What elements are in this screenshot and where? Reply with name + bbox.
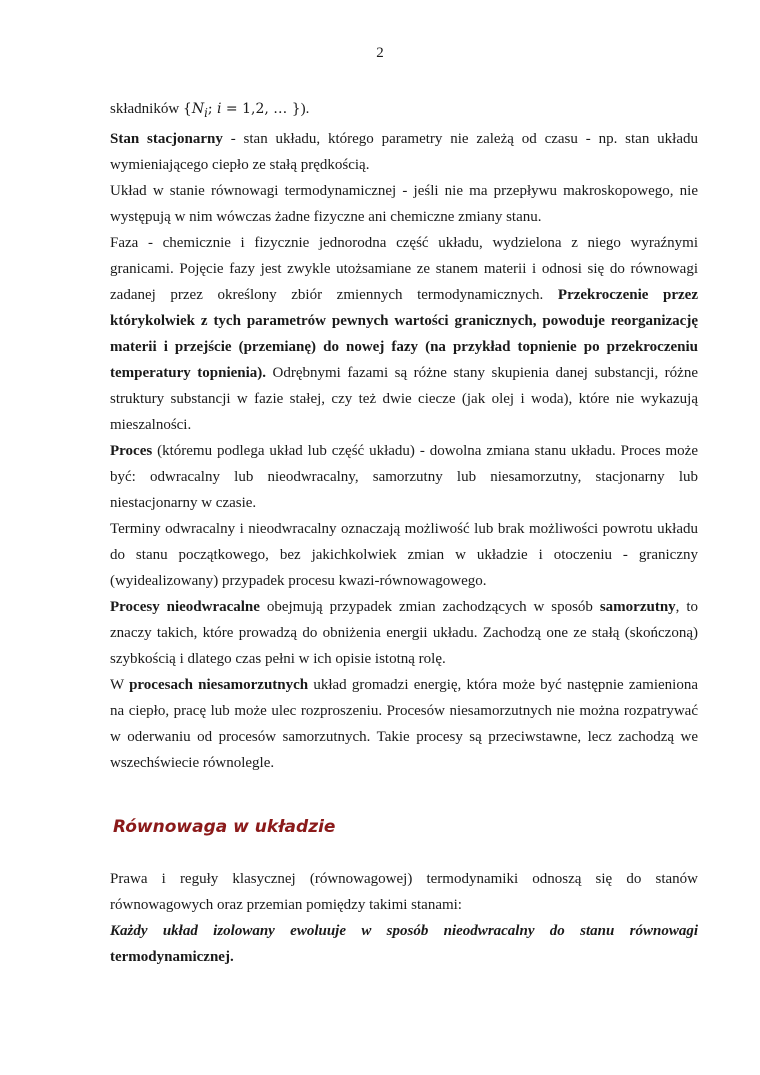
paragraph-procesy-niesamorzutne: W procesach niesamorzutnych układ gromadzi energię, która może być następnie zamieniona na ciepło, pracę lub może ulec rozproszeniu. Procesów niesamorzutnych nie można rozpatrywać w oderwaniu od procesów samorzutnych. Takie procesy są przeciwstawne, lecz zachodzą we wszechświecie równolegle. — [110, 676, 698, 771]
paragraph-stan-stacjonarny: Stan stacjonarny - stan układu, którego parametry nie zależą od czasu - np. stan układu wymieniającego ciepło ze stałą prędkością. — [110, 130, 698, 173]
paragraph-procesy-nieodwracalne: Procesy nieodwracalne obejmują przypadek zmian zachodzących w sposób samorzutny, to znaczy takich, które prowadzą do obniżenia energii układu. Zachodzą one ze stałą (skończoną) szybkością i dlatego czas pełni w ich opisie istotną rolę. — [110, 598, 698, 667]
section-heading: Równowaga w układzie — [113, 817, 336, 837]
math-expression: {$N_i$; i = 1,2, … } — [182, 101, 301, 120]
paragraph-skladnikow: składników {$N_i$; i = 1,2, … }). — [110, 101, 310, 120]
page-number: 2 — [376, 45, 384, 61]
section-body — [110, 866, 698, 970]
paragraph-proces: Proces (któremu podlega układ lub część układu) - dowolna zmiana stanu układu. Proces może być: odwracalny lub nieodwracalny, samorzutny lub niesamorzutny, stacjonarny lub niestacjonarny w czasie. — [110, 442, 698, 511]
term-samorzutny: samorzutny — [599, 598, 676, 615]
paragraph-rownowaga-termodynamiczna: Układ w stanie równowagi termodynamicznej - jeśli nie ma przepływu makroskopowego, nie występują w nim wówczas żadne fizyczne ani chemiczne zmiany stanu. — [110, 182, 698, 225]
bold-przekroczenie: Przekroczenie przez którykolwiek z tych parametrów pewnych wartości granicznych, powoduje reorganizację materii i przejście (przemianę) do nowej fazy (na przykład topnienie po przekroczeniu temperatury topnienia). — [110, 286, 698, 381]
term-procesy-niesamorzutne: procesach niesamorzutnych — [129, 676, 309, 693]
paragraph-postulat: Każdy układ izolowany ewoluuje w sposób nieodwracalny do stanu równowagi — [110, 923, 698, 939]
term-stan-stacjonarny: Stan stacjonarny — [110, 130, 223, 147]
paragraph-prawa: Prawa i reguły klasycznej (równowagowej) termodynamiki odnoszą się do stanów równowagowych oraz przemian pomiędzy takimi stanami: — [110, 871, 698, 913]
term-proces: Proces — [110, 442, 153, 459]
body-text — [110, 96, 698, 776]
paragraph-terminy: Terminy odwracalny i nieodwracalny oznaczają możliwość lub brak możliwości powrotu układu do stanu początkowego, bez jakichkolwiek zmian w układzie i otoczeniu - graniczny (wyidealizowany) przypadek procesu kwazi-równowagowego. — [110, 520, 698, 589]
paragraph-faza: Faza - chemicznie i fizycznie jednorodna część układu, wydzielona z niego wyraźnymi granicami. Pojęcie fazy jest zwykle utożsamiane ze stanem materii i odnosi się do równowagi zadanej przez określony zbiór zmiennych termodynamicznych. Przekroczenie przez którykolwiek z tych parametrów pewnych wartości granicznych, powoduje reorganizację materii i przejście (przemianę) do nowej fazy (na przykład topnienie po przekroczeniu temperatury topnienia). Odrębnymi fazami są różne stany skupienia danej substancji, różne struktury substancji w fazie stałej, czy też dwie ciecze (jak olej i woda), które nie wykazują mieszalności. — [110, 234, 698, 433]
term-procesy-nieodwracalne: Procesy nieodwracalne — [110, 598, 260, 615]
paragraph-postulat-end: termodynamicznej. — [110, 949, 234, 965]
